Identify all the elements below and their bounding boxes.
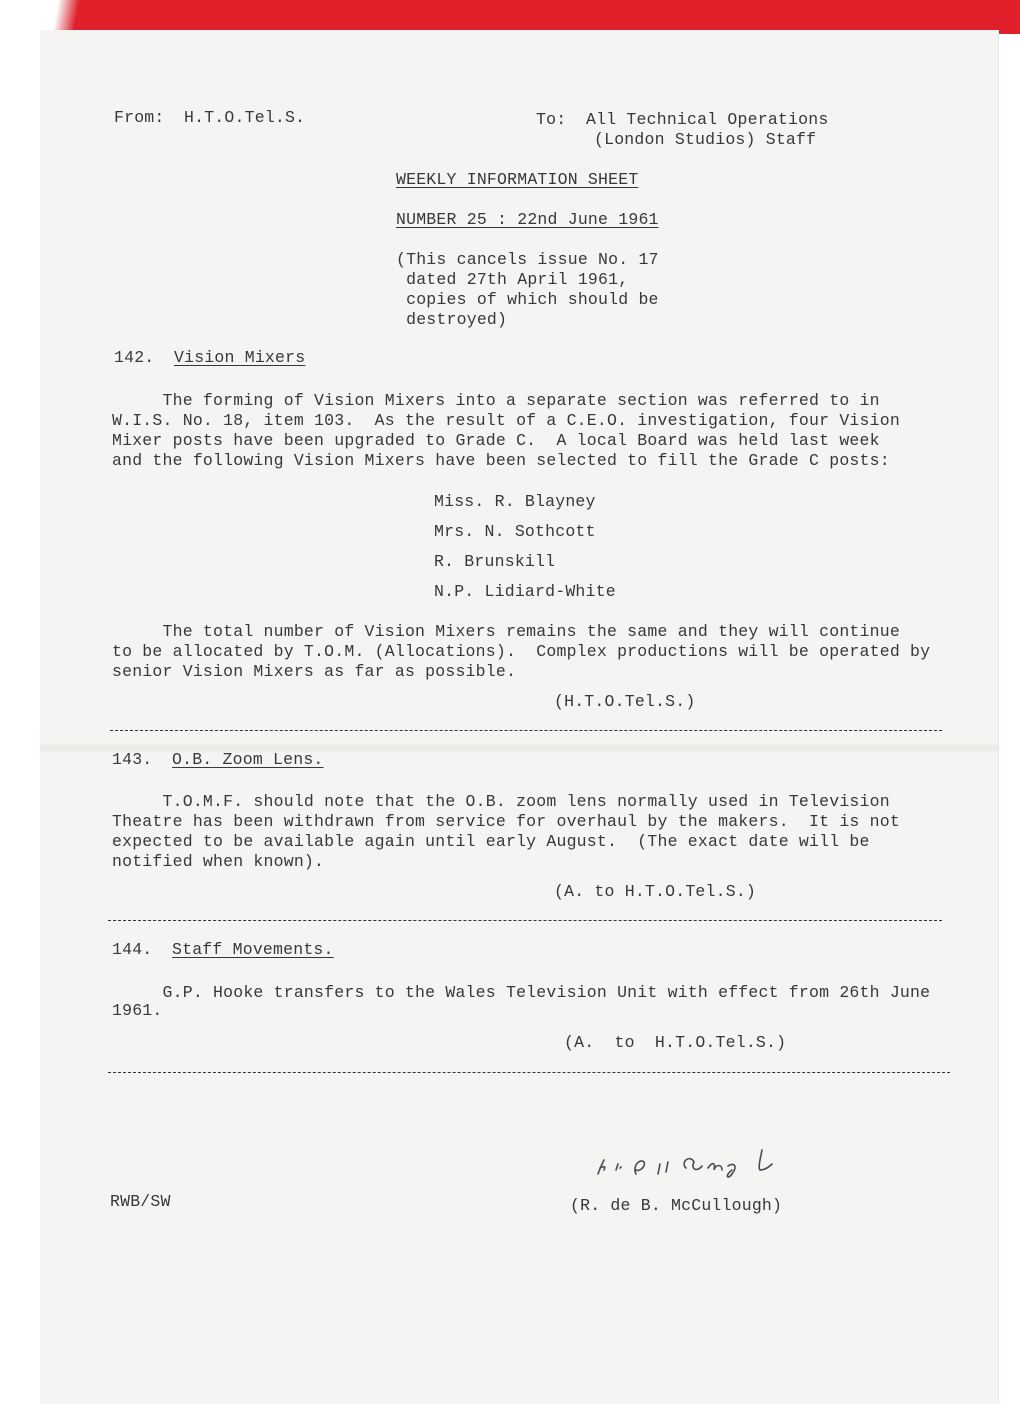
paragraph-line: senior Vision Mixers as far as possible. (112, 662, 517, 681)
selected-name: Mrs. N. Sothcott (434, 522, 596, 541)
cancel-note-line: (This cancels issue No. 17 (396, 250, 659, 269)
item-source: (A. to H.T.O.Tel.S.) (554, 882, 757, 901)
reference-initials: RWB/SW (110, 1192, 171, 1211)
section-divider (108, 1072, 950, 1073)
paragraph-line: 1961. (112, 1001, 163, 1020)
item-source: (A. to H.T.O.Tel.S.) (564, 1033, 787, 1052)
to-label: To: (536, 110, 567, 129)
cancel-note-line: destroyed) (396, 310, 508, 329)
to-line-1: All Technical Operations (586, 110, 829, 129)
to-line-2: (London Studios) Staff (594, 130, 817, 149)
paragraph-line: expected to be available again until early August. (The exact date will be (112, 832, 870, 851)
cancel-note-line: copies of which should be (396, 290, 659, 309)
item-heading: O.B. Zoom Lens. (172, 750, 324, 769)
paragraph-line: G.P. Hooke transfers to the Wales Television Unit with effect from 26th June (112, 983, 931, 1002)
red-band-edge (0, 0, 100, 34)
document-title: WEEKLY INFORMATION SHEET (396, 170, 639, 189)
item-number: 144. (112, 940, 153, 959)
paragraph-line: notified when known). (112, 852, 325, 871)
selected-name: N.P. Lidiard-White (434, 582, 616, 601)
red-top-band (88, 0, 1020, 34)
paragraph-line: The forming of Vision Mixers into a separate section was referred to in (112, 391, 880, 410)
item-source: (H.T.O.Tel.S.) (554, 692, 696, 711)
paragraph-line: to be allocated by T.O.M. (Allocations). Complex productions will be operated by (112, 642, 931, 661)
selected-name: R. Brunskill (434, 552, 556, 571)
from-label: From: (114, 108, 165, 127)
issue-number-date: NUMBER 25 : 22nd June 1961 (396, 210, 659, 229)
paragraph-line: T.O.M.F. should note that the O.B. zoom lens normally used in Television (112, 792, 890, 811)
item-heading: Staff Movements. (172, 940, 334, 959)
paper-sheet (40, 30, 998, 1404)
from-value: H.T.O.Tel.S. (184, 108, 306, 127)
handwritten-signature (590, 1140, 790, 1190)
item-heading: Vision Mixers (174, 348, 306, 367)
section-divider (108, 920, 942, 921)
item-number: 143. (112, 750, 153, 769)
paragraph-line: Theatre has been withdrawn from service for overhaul by the makers. It is not (112, 812, 900, 831)
paragraph-line: W.I.S. No. 18, item 103. As the result of a C.E.O. investigation, four Vision (112, 411, 900, 430)
cancel-note-line: dated 27th April 1961, (396, 270, 629, 289)
signatory-name: (R. de B. McCullough) (570, 1196, 783, 1215)
paragraph-line: Mixer posts have been upgraded to Grade C. A local Board was held last week (112, 431, 880, 450)
paragraph-line: and the following Vision Mixers have been selected to fill the Grade C posts: (112, 451, 890, 470)
item-number: 142. (114, 348, 155, 367)
selected-name: Miss. R. Blayney (434, 492, 596, 511)
paragraph-line: The total number of Vision Mixers remains the same and they will continue (112, 622, 900, 641)
section-divider (110, 730, 942, 731)
